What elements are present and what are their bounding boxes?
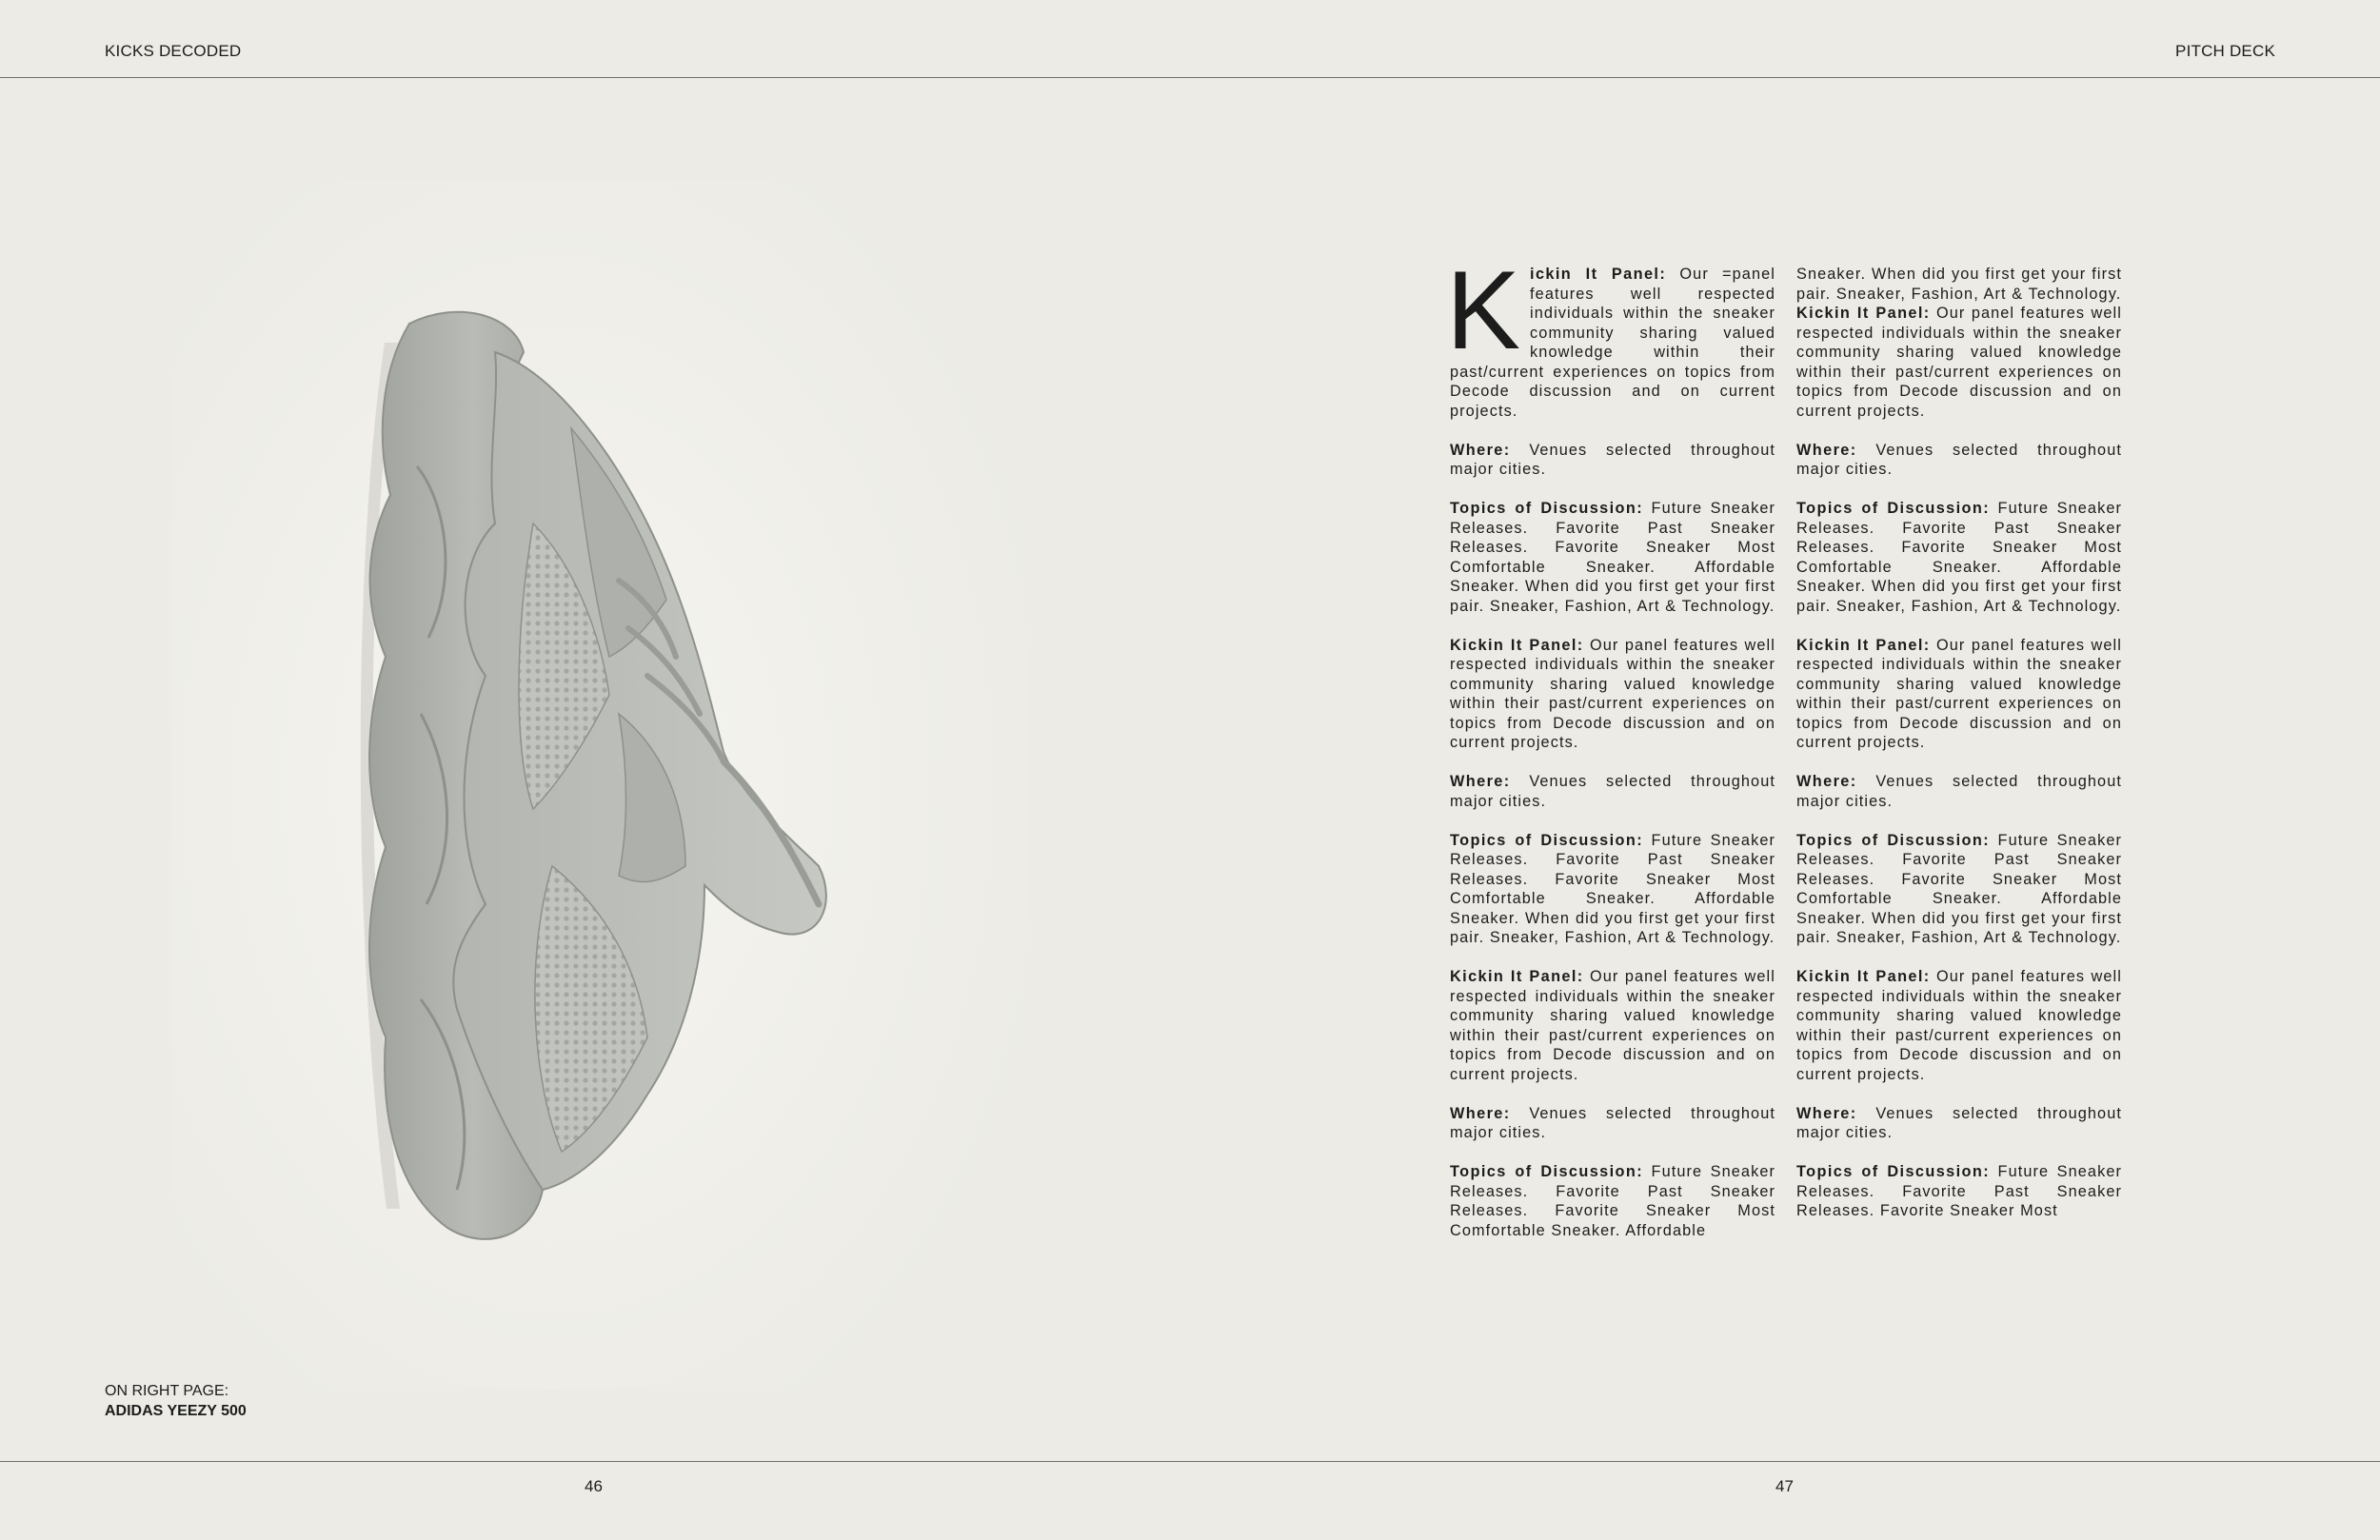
paragraph <box>1796 636 2122 753</box>
paragraph-label: Topics of Discussion: <box>1450 831 1644 849</box>
paragraph-label: Where: <box>1450 441 1511 459</box>
paragraph-label: Kickin It Panel: <box>1450 968 1584 985</box>
paragraph <box>1450 441 1775 480</box>
paragraph-text: Venues selected throughout major cities. <box>1450 1104 1775 1141</box>
paragraph-text: Our panel features well respected individuals within the sneaker community sharing valued knowledge within their past/current experiences on topics from Decode discussion and on current projects. <box>1450 968 1775 1083</box>
paragraph-text: Venues selected throughout major cities. <box>1450 441 1775 478</box>
paragraph-label: Where: <box>1450 1104 1511 1122</box>
publication-title: KICKS DECODED <box>105 42 242 60</box>
sneaker-photo <box>171 181 1028 1390</box>
paragraph <box>1796 831 2122 948</box>
paragraph-text: Our panel features well respected individuals within the sneaker community sharing valued knowledge within their past/current experiences on topics from Decode discussion and on current projects. <box>1796 636 2122 751</box>
paragraph <box>1796 967 2122 1084</box>
paragraph-label: Topics of Discussion: <box>1796 500 1991 517</box>
paragraph-text: Future Sneaker Releases. Favorite Past Sneaker Releases. Favorite Sneaker Most Comfortable Sneaker. Affordable Sneaker. When did you first get your first pair. Sneaker, Fashion, Art & Technology. <box>1796 500 2123 615</box>
paragraph <box>1450 1162 1775 1240</box>
paragraph <box>1450 1104 1775 1143</box>
paragraph-text: Our panel features well respected individuals within the sneaker community sharing valued knowledge within their past/current experiences on topics from Decode discussion and on current projects. <box>1796 968 2122 1083</box>
paragraph <box>1450 636 1775 753</box>
paragraph <box>1796 499 2122 616</box>
paragraph <box>1796 1104 2122 1143</box>
paragraph-text: Venues selected throughout major cities. <box>1450 773 1775 810</box>
paragraph-text: Venues selected throughout major cities. <box>1796 1104 2122 1141</box>
paragraph <box>1450 499 1775 616</box>
article-column-2 <box>1796 265 2122 1221</box>
footer-divider <box>0 1461 2380 1462</box>
paragraph <box>1796 772 2122 811</box>
page-number-left: 46 <box>585 1477 603 1495</box>
paragraph <box>1446 247 1775 421</box>
paragraph-label: Where: <box>1796 773 1857 790</box>
paragraph <box>1450 772 1775 811</box>
paragraph-text: Future Sneaker Releases. Favorite Past Sneaker Releases. Favorite Sneaker Most <box>1796 1163 2123 1219</box>
paragraph-label: Kickin It Panel: <box>1450 636 1584 654</box>
paragraph-text: Venues selected throughout major cities. <box>1796 441 2122 478</box>
paragraph-text: Our =panel features well respected individuals within the sneaker community sharing valued knowledge within their past/current experiences on topics from Decode discussion and on current projects. <box>1450 266 1775 420</box>
paragraph-text: Future Sneaker Releases. Favorite Past Sneaker Releases. Favorite Sneaker Most Comfortable Sneaker. Affordable <box>1450 1163 1776 1239</box>
page-header <box>0 0 2380 78</box>
paragraph-text: Future Sneaker Releases. Favorite Past Sneaker Releases. Favorite Sneaker Most Comfortable Sneaker. Affordable Sneaker. When did you first get your first pair. Sneaker, Fashion, Art & Technology. <box>1450 831 1776 946</box>
drop-cap: K <box>1446 247 1521 372</box>
caption-title: ADIDAS YEEZY 500 <box>105 1403 247 1419</box>
page-number-right: 47 <box>1775 1477 1794 1495</box>
paragraph-text: Our panel features well respected individuals within the sneaker community sharing valued knowledge within their past/current experiences on topics from Decode discussion and on current projects. <box>1450 636 1775 751</box>
paragraph <box>1796 265 2122 304</box>
paragraph-label: Where: <box>1450 773 1511 790</box>
paragraph-text: Sneaker. When did you first get your first pair. Sneaker, Fashion, Art & Technology. <box>1796 266 2122 303</box>
paragraph-text: Future Sneaker Releases. Favorite Past Sneaker Releases. Favorite Sneaker Most Comfortable Sneaker. Affordable Sneaker. When did you first get your first pair. Sneaker, Fashion, Art & Technology. <box>1796 831 2123 946</box>
paragraph-label: Where: <box>1796 441 1857 459</box>
paragraph <box>1450 831 1775 948</box>
section-title: PITCH DECK <box>2175 42 2275 60</box>
sneaker-image <box>171 181 1028 1390</box>
paragraph <box>1796 1162 2122 1221</box>
article-column-1 <box>1446 247 1776 1240</box>
paragraph-label: Topics of Discussion: <box>1450 1163 1644 1180</box>
paragraph-label: ickin It Panel: <box>1530 266 1667 283</box>
paragraph-label: Where: <box>1796 1104 1857 1122</box>
paragraph-label: Kickin It Panel: <box>1796 636 1931 654</box>
paragraph <box>1796 441 2122 480</box>
paragraph-label: Kickin It Panel: <box>1796 968 1931 985</box>
caption-label: ON RIGHT PAGE: <box>105 1383 229 1399</box>
paragraph-label: Kickin It Panel: <box>1796 305 1931 322</box>
photo-caption <box>105 1381 352 1421</box>
paragraph <box>1796 304 2122 421</box>
paragraph <box>1450 967 1775 1084</box>
paragraph-text: Venues selected throughout major cities. <box>1796 773 2122 810</box>
paragraph-label: Topics of Discussion: <box>1796 1163 1991 1180</box>
paragraph-label: Topics of Discussion: <box>1796 831 1991 849</box>
paragraph-label: Topics of Discussion: <box>1450 500 1644 517</box>
paragraph-text: Our panel features well respected individuals within the sneaker community sharing valued knowledge within their past/current experiences on topics from Decode discussion and on current projects. <box>1796 305 2122 420</box>
paragraph-text: Future Sneaker Releases. Favorite Past Sneaker Releases. Favorite Sneaker Most Comfortable Sneaker. Affordable Sneaker. When did you first get your first pair. Sneaker, Fashion, Art & Technology. <box>1450 500 1776 615</box>
